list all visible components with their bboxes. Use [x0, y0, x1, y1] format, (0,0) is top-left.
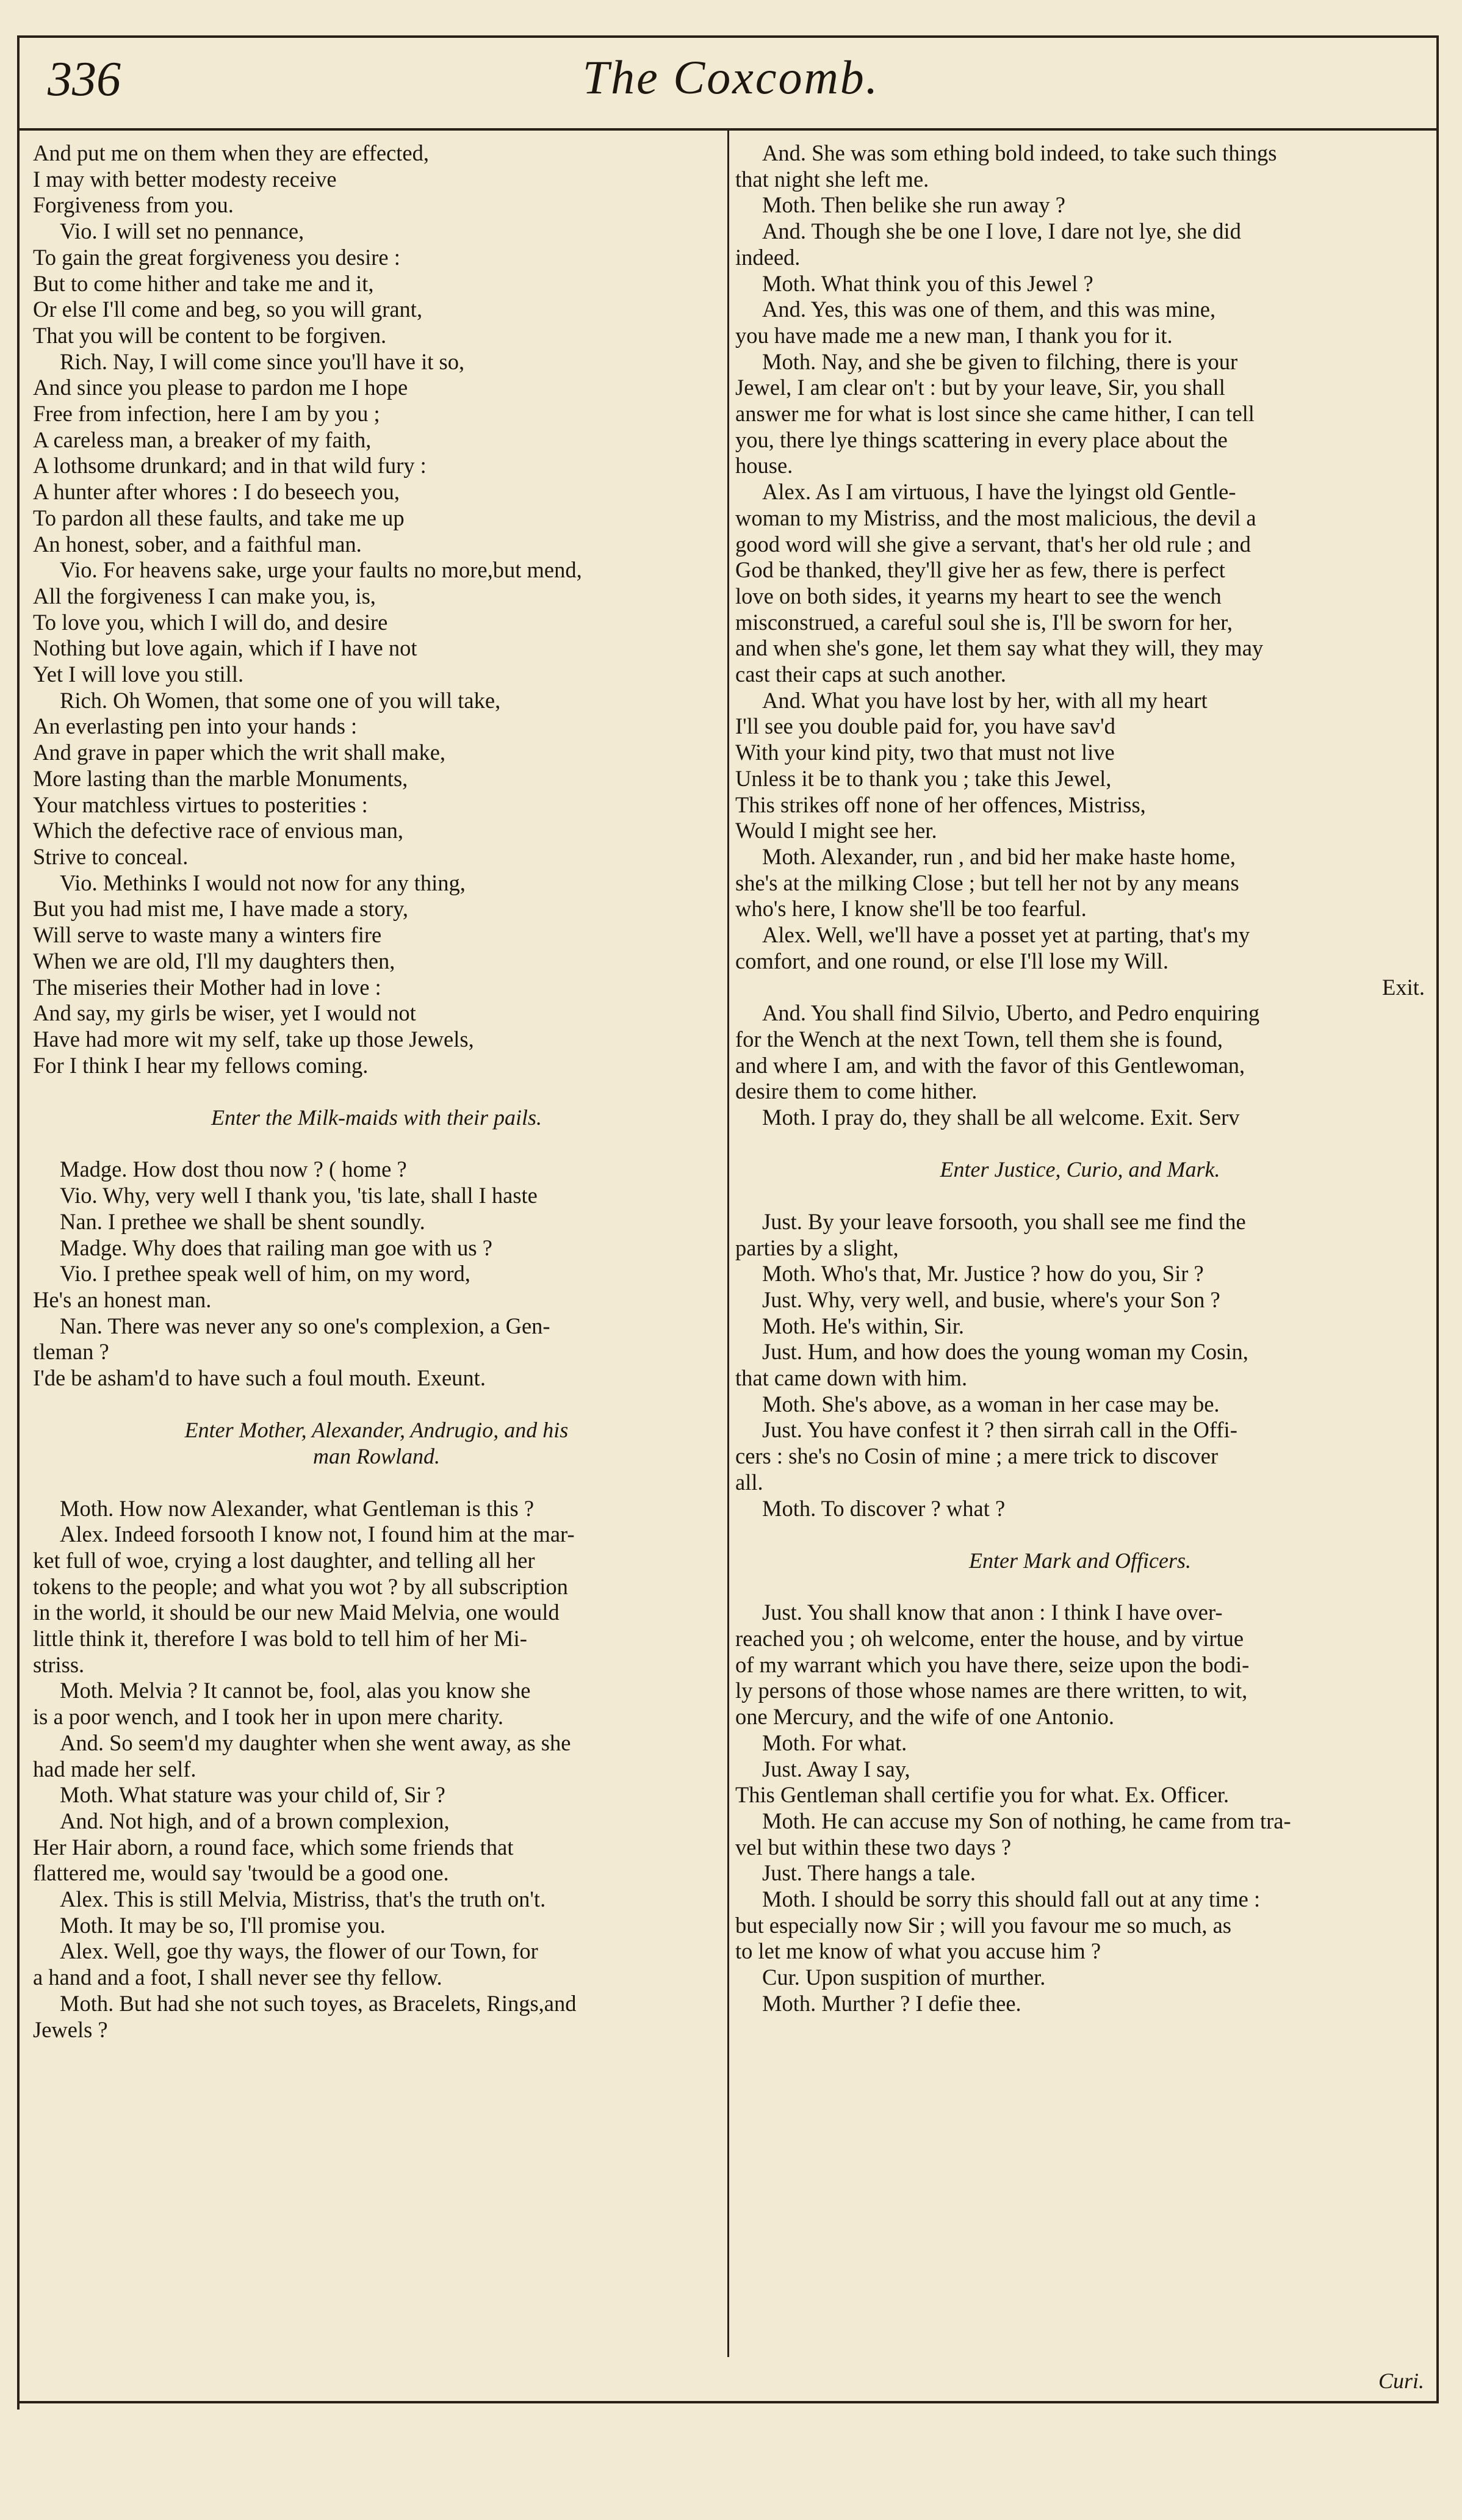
text-line: one Mercury, and the wife of one Antonio. — [735, 1704, 1114, 1730]
text-line: And. What you have lost by her, with all my heart — [762, 687, 1208, 713]
text-line: Moth. Alexander, run , and bid her make haste home, — [762, 843, 1236, 869]
text-line: Moth. For what. — [762, 1730, 907, 1755]
text-line: reached you ; oh welcome, enter the house, and by virtue — [735, 1626, 1244, 1652]
blank-space — [33, 1470, 720, 1496]
text-line: A careless man, a breaker of my faith, — [33, 427, 372, 452]
text-line: little think it, therefore I was bold to tell him of her Mi- — [33, 1626, 527, 1652]
text-line: Or else I'll come and beg, so you will grant, — [33, 297, 423, 322]
text-line: Yet I will love you still. — [33, 662, 244, 687]
text-line: Vio. Methinks I would not now for any thing, — [60, 870, 466, 895]
bottom-border-rule — [17, 2401, 1439, 2403]
text-line: Just. Away I say, — [762, 1756, 910, 1782]
text-line: woman to my Mistriss, and the most malicious, the devil a — [735, 505, 1256, 530]
text-line: He's an honest man. — [33, 1287, 212, 1312]
text-line: I'de be asham'd to have such a foul mouth. Exeunt. — [33, 1365, 486, 1391]
text-line: love on both sides, it yearns my heart to see the wench — [735, 583, 1222, 608]
text-line: Cur. Upon suspition of murther. — [762, 1965, 1046, 1990]
blank-space — [735, 1131, 1425, 1157]
text-line: that came down with him. — [735, 1365, 968, 1391]
text-line: you have made me a new man, I thank you for it. — [735, 322, 1173, 348]
text-line: desire them to come hither. — [735, 1078, 978, 1104]
text-line: Unless it be to thank you ; take this Jewel, — [735, 765, 1112, 791]
text-line: you, there lye things scattering in every place about the — [735, 427, 1228, 452]
text-line: And. Yes, this was one of them, and this was mine, — [762, 297, 1216, 322]
text-line: All the forgiveness I can make you, is, — [33, 583, 376, 608]
text-line: And. Not high, and of a brown complexion, — [60, 1808, 450, 1833]
text-line: This strikes off none of her offences, Mistriss, — [735, 792, 1146, 817]
text-line: Alex. Well, goe thy ways, the flower of our Town, for — [60, 1938, 538, 1964]
text-line: who's here, I know she'll be too fearful. — [735, 896, 1087, 922]
text-line: Moth. Melvia ? It cannot be, fool, alas you know she — [60, 1678, 531, 1703]
text-line: Moth. Then belike she run away ? — [762, 192, 1066, 218]
text-line: Moth. What stature was your child of, Sir ? — [60, 1782, 445, 1808]
text-line: I may with better modesty receive — [33, 166, 337, 192]
text-line: Nan. I prethee we shall be shent soundly. — [60, 1208, 425, 1234]
text-line: Jewel, I am clear on't : but by your leave, Sir, you shall — [735, 375, 1225, 400]
text-line: ly persons of those whose names are there written, to wit, — [735, 1678, 1248, 1703]
text-line: A lothsome drunkard; and in that wild fury : — [33, 453, 427, 478]
text-line: ket full of woe, crying a lost daughter, and telling all her — [33, 1547, 535, 1573]
text-line: To love you, which I will do, and desire — [33, 609, 388, 635]
text-line: Moth. Who's that, Mr. Justice ? how do you, Sir ? — [762, 1261, 1204, 1287]
text-line: good word will she give a servant, that's her old rule ; and — [735, 531, 1251, 557]
text-line: Moth. To discover ? what ? — [762, 1495, 1006, 1521]
text-line: Moth. Nay, and she be given to filching, there is your — [762, 348, 1238, 374]
text-line: but especially now Sir ; will you favour me so much, as — [735, 1912, 1231, 1938]
text-line: Vio. Why, very well I thank you, 'tis late, shall I haste — [60, 1183, 538, 1208]
text-line: Madge. How dost thou now ? ( home ? — [60, 1157, 407, 1182]
blank-space — [735, 1574, 1425, 1600]
left-border-rule — [17, 35, 20, 2410]
text-line: Just. You shall know that anon : I think I have over- — [762, 1600, 1223, 1625]
blank-space — [33, 1078, 720, 1105]
text-line: Vio. I prethee speak well of him, on my word, — [60, 1261, 470, 1287]
text-line: And. She was som ething bold indeed, to take such things — [762, 140, 1277, 165]
top-border-rule — [17, 35, 1439, 38]
text-line: Have had more wit my self, take up those Jewels, — [33, 1026, 474, 1052]
text-line: parties by a slight, — [735, 1235, 899, 1260]
text-line: Moth. I should be sorry this should fall out at any time : — [762, 1886, 1261, 1912]
text-line: An everlasting pen into your hands : — [33, 713, 358, 739]
text-line: Exit. — [1382, 974, 1425, 1000]
left-text-column — [33, 140, 720, 2043]
text-line: Moth. She's above, as a woman in her case may be. — [762, 1391, 1220, 1417]
text-line: and when she's gone, let them say what they will, they may — [735, 635, 1264, 661]
text-line: To pardon all these faults, and take me up — [33, 505, 405, 530]
text-line: Strive to conceal. — [33, 843, 189, 869]
text-line: in the world, it should be our new Maid Melvia, one would — [33, 1600, 560, 1625]
text-line: Moth. It may be so, I'll promise you. — [60, 1912, 386, 1938]
text-line: More lasting than the marble Monuments, — [33, 765, 408, 791]
blank-space — [33, 1131, 720, 1157]
text-line: With your kind pity, two that must not live — [735, 740, 1115, 765]
text-line: An honest, sober, and a faithful man. — [33, 531, 362, 557]
blank-space — [735, 1183, 1425, 1209]
text-line: The miseries their Mother had in love : — [33, 974, 381, 1000]
text-line: is a poor wench, and I took her in upon mere charity. — [33, 1704, 503, 1730]
text-line: To gain the great forgiveness you desire : — [33, 244, 400, 270]
text-line: And grave in paper which the writ shall make, — [33, 740, 446, 765]
text-line: answer me for what is lost since she came hither, I can tell — [735, 401, 1255, 427]
column-divider-rule — [727, 129, 729, 2357]
text-line: But to come hither and take me and it, — [33, 270, 374, 296]
text-line: Moth. He can accuse my Son of nothing, he came from tra- — [762, 1808, 1291, 1833]
text-line: Forgiveness from you. — [33, 192, 234, 218]
text-line: This Gentleman shall certifie you for what. Ex. Officer. — [735, 1782, 1230, 1808]
text-line: When we are old, I'll my daughters then, — [33, 948, 395, 973]
text-line: I'll see you double paid for, you have sav'd — [735, 713, 1115, 739]
text-line: And. So seem'd my daughter when she went away, as she — [60, 1730, 571, 1755]
text-line: tleman ? — [33, 1339, 109, 1365]
text-line: Madge. Why does that railing man goe with us ? — [60, 1235, 492, 1260]
text-line: Free from infection, here I am by you ; — [33, 401, 380, 427]
text-line: Just. Hum, and how does the young woman my Cosin, — [762, 1339, 1248, 1365]
text-line: For I think I hear my fellows coming. — [33, 1052, 369, 1078]
right-border-rule — [1436, 35, 1439, 2403]
text-line: indeed. — [735, 244, 801, 270]
text-line: and where I am, and with the favor of this Gentlewoman, — [735, 1052, 1245, 1078]
text-line: God be thanked, they'll give her as few, there is perfect — [735, 557, 1225, 583]
text-line: Rich. Nay, I will come since you'll have it so, — [60, 348, 465, 374]
text-line: vel but within these two days ? — [735, 1834, 1012, 1860]
blank-space — [33, 1392, 720, 1418]
text-line: And. Though she be one I love, I dare not lye, she did — [762, 218, 1241, 244]
blank-space — [735, 1522, 1425, 1548]
text-line: flattered me, would say 'twould be a good one. — [33, 1860, 449, 1886]
text-line: cast their caps at such another. — [735, 662, 1006, 687]
text-line: a hand and a foot, I shall never see thy fellow. — [33, 1965, 442, 1990]
text-line: of my warrant which you have there, seize upon the bodi- — [735, 1652, 1250, 1677]
text-line: Alex. Well, we'll have a posset yet at parting, that's my — [762, 922, 1250, 948]
text-line: Moth. What think you of this Jewel ? — [762, 270, 1093, 296]
text-line: comfort, and one round, or else I'll lose my Will. — [735, 948, 1169, 973]
text-line: striss. — [33, 1652, 85, 1677]
text-line: had made her self. — [33, 1756, 196, 1782]
text-line: that night she left me. — [735, 166, 929, 192]
catchword: Curi. — [1378, 2369, 1424, 2393]
text-line: Moth. I pray do, they shall be all welcome. Exit. Serv — [762, 1105, 1240, 1130]
text-line: And since you please to pardon me I hope — [33, 375, 408, 400]
text-line: Alex. Indeed forsooth I know not, I found him at the mar- — [60, 1522, 575, 1547]
text-line: she's at the milking Close ; but tell her not by any means — [735, 870, 1239, 895]
text-line: Vio. For heavens sake, urge your faults no more,but mend, — [60, 557, 582, 583]
text-line: And say, my girls be wiser, yet I would not — [33, 1000, 416, 1026]
text-line: Rich. Oh Women, that some one of you will take, — [60, 687, 501, 713]
text-line: Jewels ? — [33, 2016, 108, 2042]
page-number: 336 — [48, 52, 121, 106]
stage-direction: Enter Justice, Curio, and Mark. — [940, 1157, 1220, 1182]
text-line: Vio. I will set no pennance, — [60, 218, 304, 244]
text-line: Moth. But had she not such toyes, as Bracelets, Rings,and — [60, 1990, 577, 2016]
text-line: Moth. He's within, Sir. — [762, 1313, 965, 1338]
text-line: That you will be content to be forgiven. — [33, 322, 387, 348]
text-line: Just. You have confest it ? then sirrah call in the Offi- — [762, 1417, 1237, 1443]
text-line: Nothing but love again, which if I have not — [33, 635, 417, 661]
stage-direction: man Rowland. — [312, 1444, 440, 1469]
right-text-column — [735, 140, 1425, 2017]
text-line: Just. There hangs a tale. — [762, 1860, 976, 1886]
text-line: A hunter after whores : I do beseech you, — [33, 479, 400, 505]
text-line: for the Wench at the next Town, tell them she is found, — [735, 1026, 1223, 1052]
text-line: Your matchless virtues to posterities : — [33, 792, 368, 817]
text-line: Which the defective race of envious man, — [33, 818, 404, 843]
text-line: Would I might see her. — [735, 818, 937, 843]
running-title: The Coxcomb. — [582, 51, 880, 104]
stage-direction: Enter Mark and Officers. — [969, 1548, 1191, 1573]
text-line: house. — [735, 453, 793, 478]
stage-direction: Enter the Milk-maids with their pails. — [211, 1105, 542, 1130]
text-line: Alex. This is still Melvia, Mistriss, that's the truth on't. — [60, 1886, 546, 1912]
text-line: And put me on them when they are effected, — [33, 140, 429, 165]
text-line: Nan. There was never any so one's complexion, a Gen- — [60, 1313, 550, 1338]
text-line: Will serve to waste many a winters fire — [33, 922, 382, 948]
text-line: misconstrued, a careful soul she is, I'll be sworn for her, — [735, 609, 1233, 635]
text-line: cers : she's no Cosin of mine ; a mere trick to discover — [735, 1443, 1219, 1469]
text-line: to let me know of what you accuse him ? — [735, 1938, 1101, 1964]
text-line: Just. By your leave forsooth, you shall see me find the — [762, 1208, 1246, 1234]
text-line: tokens to the people; and what you wot ? by all subscription — [33, 1573, 568, 1599]
text-line: And. You shall find Silvio, Uberto, and Pedro enquiring — [762, 1000, 1260, 1026]
text-line: Her Hair aborn, a round face, which some friends that — [33, 1834, 514, 1860]
text-line: Moth. Murther ? I defie thee. — [762, 1990, 1021, 2016]
text-line: Alex. As I am virtuous, I have the lyingst old Gentle- — [762, 479, 1236, 505]
text-line: Moth. How now Alexander, what Gentleman is this ? — [60, 1495, 535, 1521]
stage-direction: Enter Mother, Alexander, Andrugio, and his — [184, 1418, 569, 1443]
text-line: Just. Why, very well, and busie, where's your Son ? — [762, 1287, 1220, 1312]
text-line: all. — [735, 1469, 763, 1495]
text-line: But you had mist me, I have made a story, — [33, 896, 408, 922]
